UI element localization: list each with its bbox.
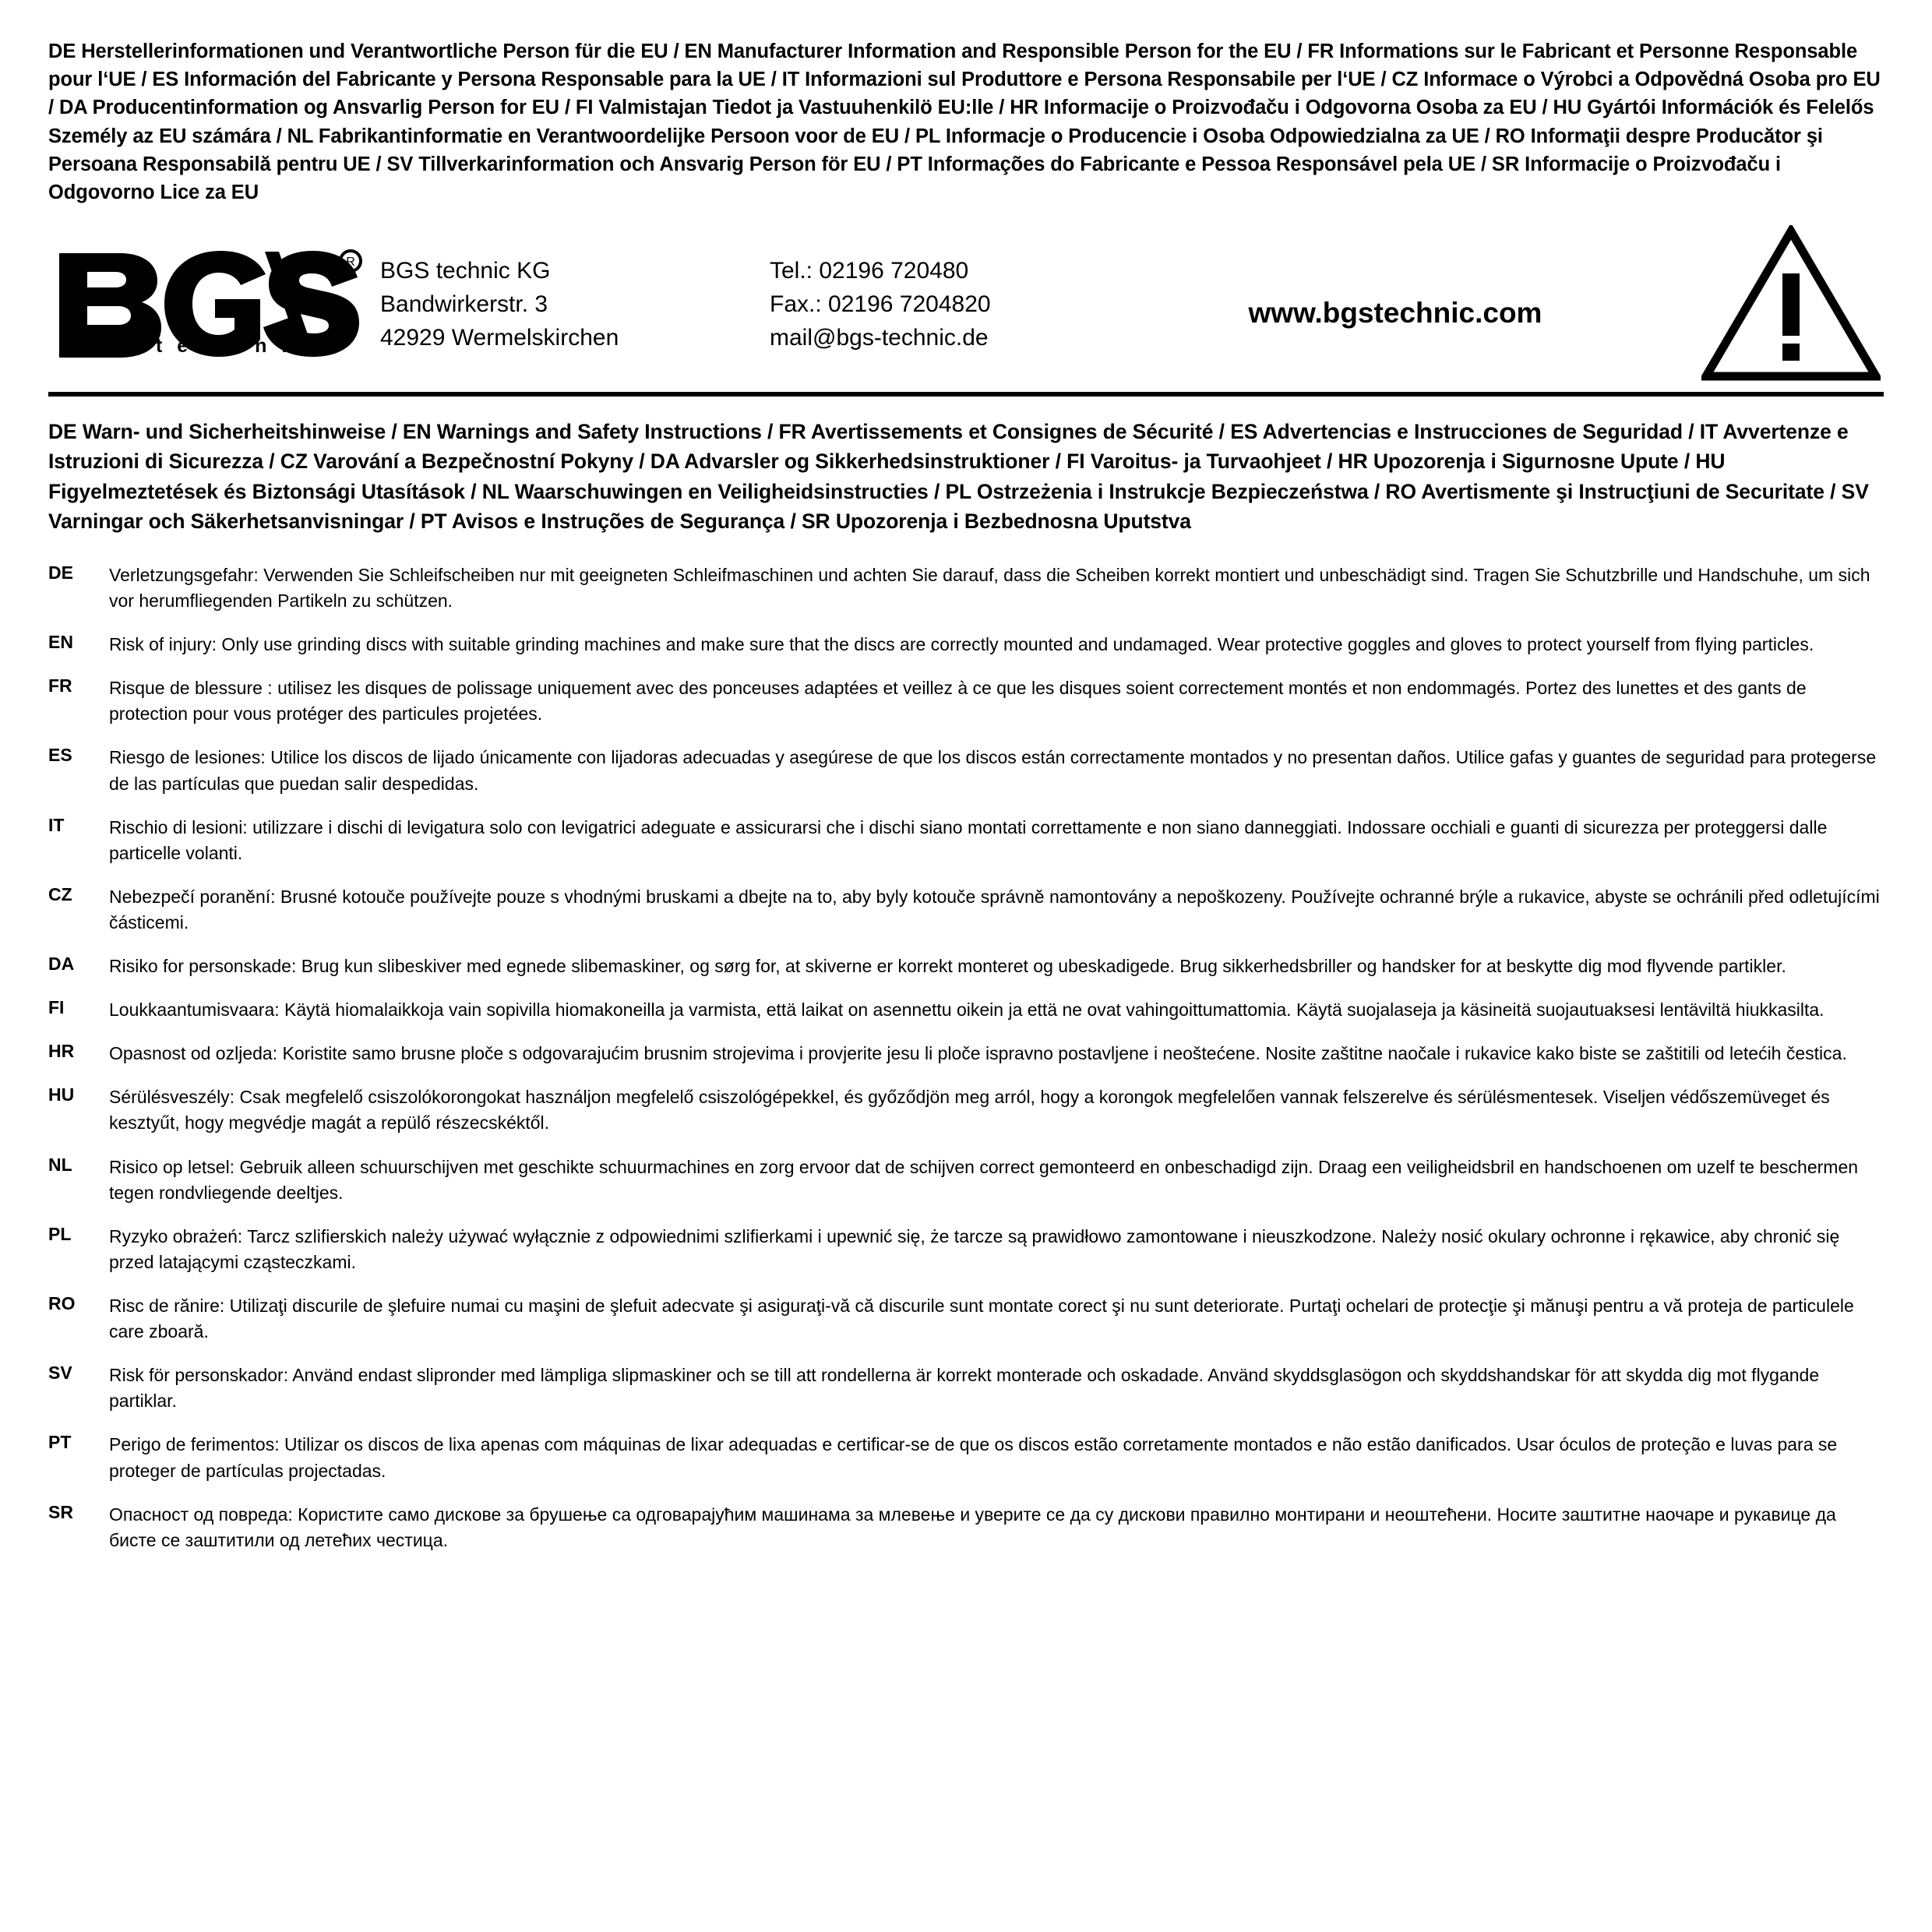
warnings-list: [48, 562, 1884, 1571]
company-city: 42929 Wermelskirchen: [380, 324, 619, 351]
list-item: [48, 1155, 1884, 1224]
language-code: RO: [48, 1293, 76, 1314]
company-email: mail@bgs-technic.de: [770, 324, 989, 351]
warning-text: Riesgo de lesiones: Utilice los discos de lijado únicamente con lijadoras adecuadas y asegúrese de que los discos están correctamente montados y no presentan daños. Utilice gafas y guantes de seguridad para protegerse de las partículas que puedan salir despedidas.: [109, 747, 1877, 794]
warning-text: Loukkaantumisvaara: Käytä hiomalaikkoja vain sopivilla hiomakoneilla ja varmista, että laikat on asennettu oikein ja että ne ovat vahingoittumattomia. Käytä suojalaseja ja käsineitä suojautuaksesi lentäviltä hiukkasilta.: [109, 999, 1824, 1021]
company-street: Bandwirkerstr. 3: [380, 291, 548, 317]
list-item: [48, 1041, 1884, 1084]
language-code: SR: [48, 1501, 73, 1522]
warning-text: Risk of injury: Only use grinding discs with suitable grinding machines and make sure that the discs are correctly mounted and undamaged. Wear protective goggles and gloves to protect yourself from flying particles.: [109, 634, 1814, 655]
list-item: [48, 1084, 1884, 1154]
warning-text: Sérülésveszély: Csak megfelelő csiszolókorongokat használjon megfelelő csiszológépekkel, és győződjön meg arról, hogy a korongok megfelelően vannak felszerelve és sérülésmentesek. Viseljen védőszemüveget és kesztyűt, hogy megvédje magát a repülő részecskéktől.: [109, 1087, 1830, 1133]
warning-triangle: [1662, 225, 1884, 381]
list-item: [48, 632, 1884, 675]
list-item: [48, 1432, 1884, 1501]
company-contact: [770, 252, 1128, 354]
company-fax: Fax.: 02196 7204820: [770, 291, 991, 317]
language-code: PL: [48, 1223, 72, 1244]
company-address: [380, 252, 770, 354]
list-item: [48, 675, 1884, 745]
list-item: [48, 815, 1884, 884]
language-code: HR: [48, 1041, 75, 1062]
language-code: DE: [48, 562, 73, 583]
language-code: EN: [48, 632, 73, 653]
company-name: BGS technic KG: [380, 258, 551, 284]
warning-text: Risiko for personskade: Brug kun slibeskiver med egnede slibemaskiner, og sørg for, at skiverne er korrekt monteret og ubeskadigede. Brug sikkerhedsbriller og handsker for at beskytte dig mod flyvende partikler.: [109, 956, 1786, 977]
bgs-logo: [48, 249, 380, 358]
warning-text: Verletzungsgefahr: Verwenden Sie Schleifscheiben nur mit geeigneten Schleifmaschinen und achten Sie darauf, dass die Scheiben korrekt montiert und unbeschädigt sind. Tragen Sie Schutzbrille und Handschuhe, um sich vor herumfliegenden Partikeln zu schützen.: [109, 564, 1870, 611]
list-item: [48, 954, 1884, 997]
company-website: www.bgstechnic.com: [1248, 297, 1542, 330]
language-code: HU: [48, 1084, 75, 1105]
warning-text: Risc de rănire: Utilizaţi discurile de şlefuire numai cu maşini de şlefuit adecvate şi asiguraţi-vă că discurile sunt montate corect şi nu sunt deteriorate. Purtaţi ochelari de protecţie şi mănuşi pentru a vă proteja de particulele care zboară.: [109, 1296, 1854, 1342]
list-item: [48, 1224, 1884, 1293]
list-item: [48, 1502, 1884, 1571]
warning-text: Risico op letsel: Gebruik alleen schuurschijven met geschikte schuurmachines en zorg ervoor dat de schijven correct gemonteerd en onbeschadigd zijn. Draag een veiligheidsbril en handschoenen om uzelf te beschermen tegen rondvliegende deeltjes.: [109, 1156, 1859, 1203]
bgs-logo-icon: [53, 249, 365, 358]
warning-text: Perigo de ferimentos: Utilizar os discos de lixa apenas com máquinas de lixar adequadas e certificar-se de que os discos estão corretamente montados e não estão danificados. Usar óculos de proteção e luvas para se proteger de partículas projectadas.: [109, 1434, 1838, 1481]
language-code: NL: [48, 1154, 72, 1175]
language-code: PT: [48, 1432, 72, 1453]
language-code: SV: [48, 1363, 72, 1384]
list-item: [48, 1363, 1884, 1432]
list-item: [48, 997, 1884, 1041]
company-tel: Tel.: 02196 720480: [770, 258, 969, 284]
svg-text:t e c h n i c: t e c h n i c: [156, 335, 318, 358]
manufacturer-info-header: DE Herstellerinformationen und Verantwortliche Person für die EU / EN Manufacturer Information and Responsible Person for the EU / FR Informations sur le Fabricant et Personne Responsable pour l‘UE / ES Información del Fabricante y Persona Responsable para la UE / IT Informazioni sul Produttore e Persona Responsabile per l‘UE / CZ Informace o Výrobci a Odpovědná Osoba pro EU / DA Producentinformation og Ansvarlig Person for EU / FI Valmistajan Tiedot ja Vastuuhenkilö EU:lle / HR Informacije o Proizvođaču i Odgovorna Osoba za EU / HU Gyártói Információk és Felelős Személy az EU számára / NL Fabrikantinformatie en Verantwoordelijke Persoon voor de EU / PL Informacje o Producencie i Osoba Odpowiedzialna za UE / RO Informaţii despre Producător şi Persoana Responsabilă pentru UE / SV Tillverkarinformation och Ansvarig Person för EU / PT Informações do Fabricante e Pessoa Responsável pela UE / SR Informacije o Proizvođaču i Odgovorno Lice za EU: [48, 41, 1881, 204]
safety-section-heading: DE Warn- und Sicherheitshinweise / EN Warnings and Safety Instructions / FR Avertissements et Consignes de Sécurité / ES Advertencias e Instrucciones de Seguridad / IT Avvertenze e Istruzioni di Sicurezza / CZ Varování a Bezpečnostní Pokyny / DA Advarsler og Sikkerhedsinstruktioner / FI Varoitus- ja Turvaohjeet / HR Upozorenja i Sigurnosne Upute / HU Figyelmeztetések és Biztonsági Utasítások / NL Waarschuwingen en Veiligheidsinstructies / PL Ostrzeżenia i Instrukcje Bezpieczeństwa / RO Avertismente şi Instrucţiuni de Securitate / SV Varningar och Säkerhetsanvisningar / PT Avisos e Instruções de Segurança / SR Upozorenja i Bezbednosna Uputstva: [48, 420, 1869, 533]
warning-text: Opasnost od ozljeda: Koristite samo brusne ploče s odgovarajućim brusnim strojevima i provjerite jesu li ploče ispravno postavljene i neoštećene. Nosite zaštitne naočale i rukavice kako biste se zaštitili od letećih čestica.: [109, 1043, 1847, 1064]
warning-text: Risk för personskador: Använd endast slipronder med lämpliga slipmaskiner och se till att rondellerna är korrekt monterade och oskadade. Använd skyddsglasögon och skyddshandskar för att skydda dig mot flygande partiklar.: [109, 1365, 1820, 1412]
warning-triangle-icon: [1701, 225, 1881, 381]
company-info-band: [48, 220, 1884, 397]
warning-text: Ryzyko obrażeń: Tarcz szlifierskich należy używać wyłącznie z odpowiednimi szlifierkami i upewnić się, że tarcze są prawidłowo zamontowane i nieuszkodzone. Należy nosić okulary ochronne i rękawice, aby chronić się przed latającymi cząsteczkami.: [109, 1225, 1840, 1272]
language-code: ES: [48, 745, 72, 766]
warning-text: Опасност од повреда: Користите само дискове за брушење са одговарајућим машинама за млевење и уверите се да су дискови правилно монтирани и неоштећени. Носите заштитне наочаре и рукавице да бисте се заштитили од летећих честица.: [109, 1504, 1836, 1550]
language-code: FI: [48, 997, 65, 1018]
warning-text: Nebezpečí poranění: Brusné kotouče používejte pouze s vhodnými bruskami a dbejte na to, aby byly kotouče správně namontovány a nepoškozeny. Používejte ochranné brýle a rukavice, abyste se ochránili před odletujícími částicemi.: [109, 886, 1880, 933]
language-code: FR: [48, 675, 72, 696]
list-item: [48, 884, 1884, 954]
svg-text:R: R: [346, 256, 355, 270]
list-item: [48, 562, 1884, 632]
list-item: [48, 745, 1884, 814]
language-code: CZ: [48, 883, 72, 904]
language-code: IT: [48, 814, 65, 835]
list-item: [48, 1293, 1884, 1363]
warning-text: Rischio di lesioni: utilizzare i dischi di levigatura solo con levigatrici adeguate e assicurarsi che i dischi siano montati correttamente e non siano danneggiati. Indossare occhiali e guanti di sicurezza per proteggersi dalle particelle volanti.: [109, 816, 1828, 863]
language-code: DA: [48, 954, 75, 975]
warning-text: Risque de blessure : utilisez les disques de polissage uniquement avec des ponceuses adaptées et veillez à ce que les disques soient correctement montés et non endommagés. Portez des lunettes et des gants de protection pour vous protéger des particules projetées.: [109, 678, 1807, 724]
